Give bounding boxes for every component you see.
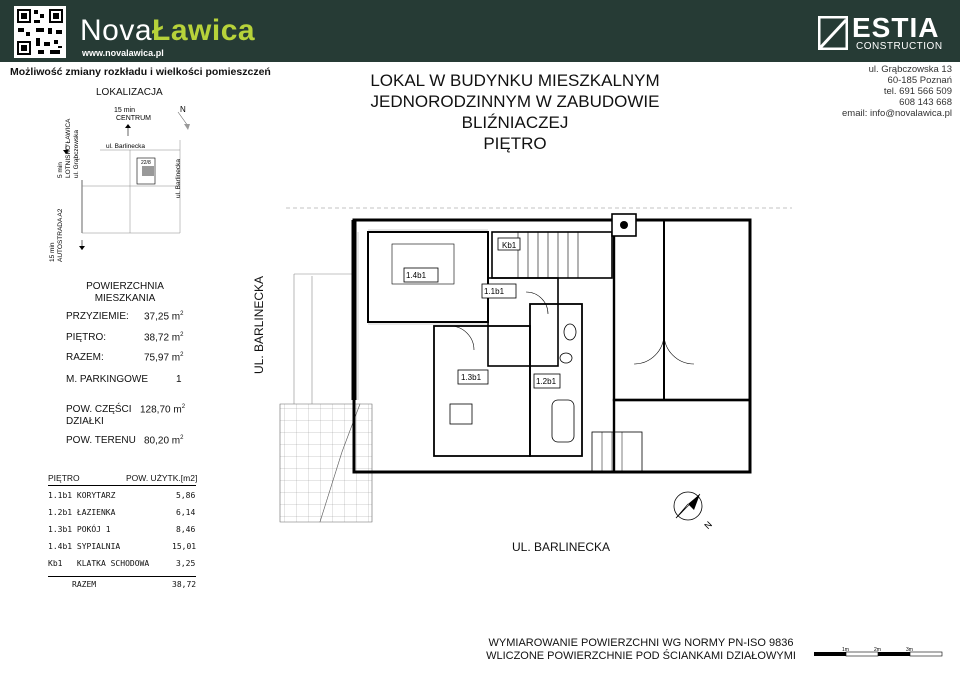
centrum-label: CENTRUM <box>116 115 151 122</box>
scale-bar <box>814 646 944 660</box>
floor-plan <box>272 204 792 524</box>
contact-address: ul. Grąbczowska 13 <box>868 64 952 75</box>
location-map <box>40 100 250 268</box>
brand-logo: NovaŁawica <box>80 14 256 47</box>
table-row: 1.4b1 SYPIALNIA 15,01 <box>48 542 197 551</box>
street-barlinecka-v: ul. Barlinecka <box>175 158 182 198</box>
table-total-row: RAZEM 38,72 <box>72 580 197 589</box>
street-barlinecka-h: ul. Barlinecka <box>106 143 146 150</box>
street-label-bottom: UL. BARLINECKA <box>512 540 611 554</box>
company-name: ESTIA <box>852 12 940 43</box>
plot-number: 22/8 <box>141 160 151 166</box>
airport-time: 5 min <box>57 162 64 178</box>
room-label: 1.1b1 <box>484 287 505 296</box>
room-label: 1.3b1 <box>461 373 482 382</box>
contact-phone: tel. 691 566 509 <box>883 86 952 97</box>
room-label: 1.2b1 <box>536 377 557 386</box>
company-sub: CONSTRUCTION <box>856 41 943 52</box>
table-row: Kb1 KLATKA SCHODOWA 3,25 <box>48 559 196 568</box>
area-row-total: RAZEM: 75,97 $m^2$ <box>66 352 184 364</box>
room-label: 1.4b1 <box>406 271 427 280</box>
north-arrow-icon <box>660 484 720 534</box>
area-row-floor: PIĘTRO: 38,72 $m^2$ <box>66 332 184 344</box>
qr-code-icon <box>14 6 66 58</box>
centrum-time: 15 min <box>114 107 136 114</box>
room-label: Kb1 <box>502 241 517 250</box>
area-row-plot-share: POW. CZĘŚCI DZIAŁKI 128,70 $m^2$ <box>66 404 186 427</box>
estia-logo-icon <box>818 16 848 50</box>
footer-line-1: WYMIAROWANIE POWIERZCHNI WG NORMY PN-ISO 9836 <box>488 637 794 649</box>
contact-phone-2: 608 143 668 <box>899 97 952 108</box>
scale-label: 2m <box>874 647 881 653</box>
motorway-time: 15 min <box>49 242 56 262</box>
area-row-terrain: POW. TERENU 80,20 $m^2$ <box>66 435 184 447</box>
street-grabczowska: ul. Grąbczowska <box>73 129 80 178</box>
table-row: 1.3b1 POKÓJ 1 8,46 <box>48 525 196 534</box>
area-row-ground: PRZYZIEMIE: 37,25 $m^2$ <box>66 311 184 323</box>
airport-label: LOTNISKO ŁAWICA <box>65 118 72 178</box>
brand-url: www.novalawica.pl <box>82 48 164 58</box>
north-label: N <box>180 105 186 114</box>
area-row-parking: M. PARKINGOWE 1 <box>66 374 182 385</box>
table-row: 1.1b1 KORYTARZ 5,86 <box>48 491 196 500</box>
footer-line-2: WLICZONE POWIERZCHNIE POD ŚCIANKAMI DZIAŁOWYMI <box>486 650 796 662</box>
notice-text: Możliwość zmiany rozkładu i wielkości pomieszczeń <box>10 66 271 78</box>
street-label-vertical: UL. BARLINECKA <box>252 275 266 374</box>
contact-email: email: info@novalawica.pl <box>842 108 952 119</box>
scale-label: 3m <box>906 647 913 653</box>
location-title: LOKALIZACJA <box>96 87 163 98</box>
contact-city: 60-185 Poznań <box>887 75 952 86</box>
page-title: LOKAL W BUDYNKU MIESZKALNYM JEDNORODZINNYM W ZABUDOWIE BLIŹNIACZEJ PIĘTRO <box>370 71 660 153</box>
scale-label: 1m <box>842 647 849 653</box>
north-label: N <box>702 519 715 532</box>
motorway-label: AUTOSTRADA A2 <box>57 208 64 262</box>
table-row: 1.2b1 ŁAZIENKA 6,14 <box>48 508 196 517</box>
footer-note <box>476 637 806 663</box>
area-summary-title: POWIERZCHNIA MIESZKANIA <box>86 281 164 304</box>
room-table <box>48 473 198 597</box>
table-header: PIĘTRO POW. UŻYTK.[m2] <box>48 473 198 483</box>
contact-block <box>842 64 952 119</box>
